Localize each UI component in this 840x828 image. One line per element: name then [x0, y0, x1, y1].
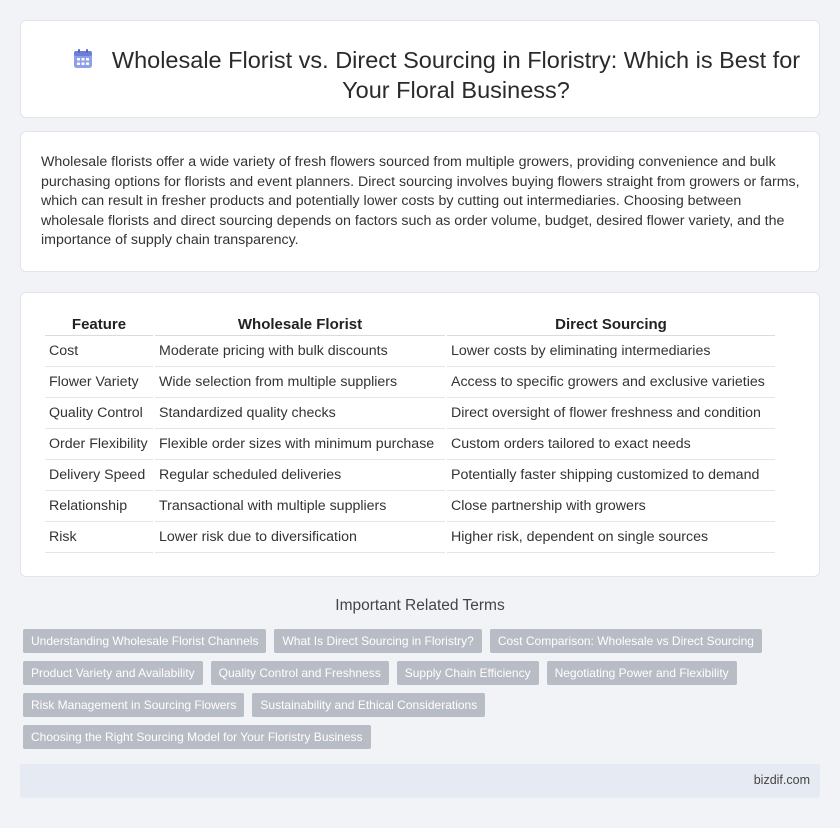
title-card	[20, 20, 820, 118]
row-direct: Higher risk, dependent on single sources	[447, 522, 775, 553]
table-row	[45, 336, 775, 367]
table-row	[45, 429, 775, 460]
row-wholesale: Lower risk due to diversification	[155, 522, 445, 553]
row-feature: Order Flexibility	[45, 429, 153, 460]
related-term-tag[interactable]: Sustainability and Ethical Considerations	[252, 693, 485, 717]
row-wholesale: Wide selection from multiple suppliers	[155, 367, 445, 398]
page-title: Wholesale Florist vs. Direct Sourcing in Floristry: Which is Best for Your Floral Business?	[111, 47, 801, 103]
row-wholesale: Transactional with multiple suppliers	[155, 491, 445, 522]
related-term-tag[interactable]: Understanding Wholesale Florist Channels	[23, 629, 266, 653]
row-direct: Custom orders tailored to exact needs	[447, 429, 775, 460]
row-feature: Delivery Speed	[45, 460, 153, 491]
related-term-tag[interactable]: What Is Direct Sourcing in Floristry?	[274, 629, 481, 653]
row-direct: Direct oversight of flower freshness and condition	[447, 398, 775, 429]
related-term-tag[interactable]: Quality Control and Freshness	[211, 661, 389, 685]
row-direct: Lower costs by eliminating intermediaries	[447, 336, 775, 367]
row-direct: Close partnership with growers	[447, 491, 775, 522]
footer-site-link[interactable]: bizdif.com	[753, 773, 810, 787]
related-term-tag[interactable]: Cost Comparison: Wholesale vs Direct Sourcing	[490, 629, 762, 653]
row-feature: Relationship	[45, 491, 153, 522]
row-feature: Risk	[45, 522, 153, 553]
row-wholesale: Standardized quality checks	[155, 398, 445, 429]
row-feature: Cost	[45, 336, 153, 367]
header-wholesale-florist: Wholesale Florist	[155, 315, 445, 336]
row-wholesale: Moderate pricing with bulk discounts	[155, 336, 445, 367]
related-term-tag[interactable]: Choosing the Right Sourcing Model for Your Floristry Business	[23, 725, 371, 749]
table-header-row	[45, 315, 775, 336]
row-wholesale: Regular scheduled deliveries	[155, 460, 445, 491]
intro-paragraph: Wholesale florists offer a wide variety of fresh flowers sourced from multiple growers, providing convenience and bulk purchasing options for florists and event planners. Direct sourcing involves buying flowers straight from growers or farms, which can result in fresher products and potentially lower costs by cutting out intermediaries. Choosing between wholesale florists and direct sourcing depends on factors such as order volume, budget, desired flower variety, and the importance of supply chain transparency.	[41, 154, 800, 248]
intro-card	[20, 131, 820, 272]
row-wholesale: Flexible order sizes with minimum purchase	[155, 429, 445, 460]
header-direct-sourcing: Direct Sourcing	[447, 315, 775, 336]
calendar-icon	[71, 47, 95, 71]
table-row	[45, 491, 775, 522]
comparison-table	[43, 315, 777, 553]
header-feature: Feature	[45, 315, 153, 336]
footer	[20, 764, 820, 798]
related-terms-title: Important Related Terms	[335, 597, 505, 614]
row-feature: Quality Control	[45, 398, 153, 429]
table-row	[45, 460, 775, 491]
table-row	[45, 522, 775, 553]
related-term-tag[interactable]: Product Variety and Availability	[23, 661, 203, 685]
row-direct: Access to specific growers and exclusive varieties	[447, 367, 775, 398]
row-direct: Potentially faster shipping customized to demand	[447, 460, 775, 491]
related-terms-list	[23, 629, 813, 749]
related-term-tag[interactable]: Supply Chain Efficiency	[397, 661, 539, 685]
table-row	[45, 367, 775, 398]
related-term-tag[interactable]: Risk Management in Sourcing Flowers	[23, 693, 244, 717]
comparison-card	[20, 292, 820, 577]
row-feature: Flower Variety	[45, 367, 153, 398]
table-row	[45, 398, 775, 429]
related-term-tag[interactable]: Negotiating Power and Flexibility	[547, 661, 737, 685]
